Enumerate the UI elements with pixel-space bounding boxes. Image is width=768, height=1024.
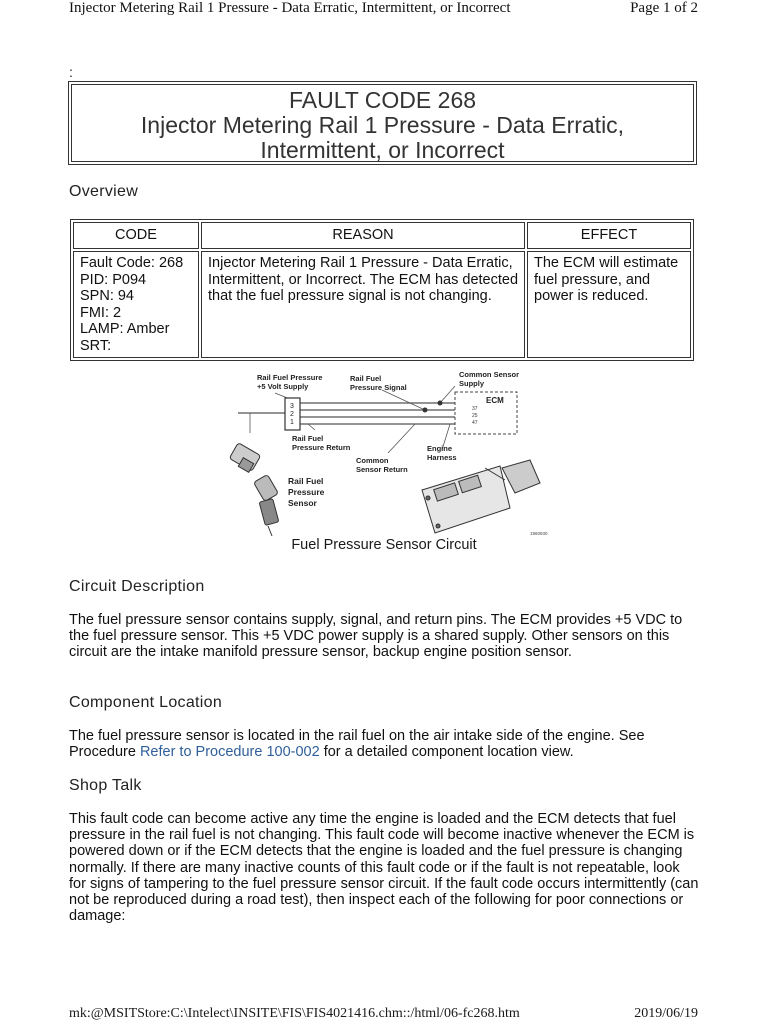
table-header-row [73,222,691,249]
label-rail-return-2: Pressure Return [292,443,351,452]
label-common-supply: Common Sensor [459,370,520,379]
fault-table [70,219,694,361]
procedure-link[interactable]: Refer to Procedure 100-002 [139,744,320,761]
code-line: Fault Code: 268 [80,255,184,271]
colon-marker: : [69,64,73,80]
reason-cell: Injector Metering Rail 1 Pressure - Data Erratic, Intermittent, or Incorrect. The ECM has detected that the fuel pressure signal is not changing. [201,251,525,358]
label-engine-harness: Engine [427,444,453,453]
footer-date: 2019/06/19 [634,1006,698,1021]
overview-heading: Overview [69,183,139,200]
label-sensor-2: Pressure [288,487,325,497]
circuit-description-heading: Circuit Description [69,578,205,595]
code-cell [73,251,199,358]
figure-id: 1960930 [530,531,548,536]
table-row [73,251,691,358]
ecm-pin-37: 37 [472,406,478,412]
connector-pin-2: 2 [290,411,294,418]
effect-cell: The ECM will estimate fuel pressure, and power is reduced. [527,251,691,358]
page-header-title: Injector Metering Rail 1 Pressure - Data Erratic, Intermittent, or Incorrect [69,0,511,16]
col-header-code: CODE [73,222,199,249]
ecm-label: ECM [486,396,504,405]
circuit-description-text: The fuel pressure sensor contains supply, signal, and return pins. The ECM provides +5 VDC to the fuel pressure sensor. This +5 VDC power supply is a shared supply. Other sensors on this circuit are the intake manifold pressure sensor, backup engine position sensor. [69,612,683,661]
code-line: PID: P094 [80,271,147,288]
fault-description-line1: Injector Metering Rail 1 Pressure - Data Erratic, [140,112,625,138]
component-text-after: for a detailed component location view. [319,744,574,761]
label-sensor-3: Sensor [288,498,317,508]
shop-talk-heading: Shop Talk [69,777,142,794]
pressure-sensor-icon [229,443,279,536]
label-engine-harness-2: Harness [427,453,457,462]
page-number: Page 1 of 2 [630,0,698,16]
footer-file-path: mk:@MSITStore:C:\Intelect\INSITE\FIS\FIS4021416.chm::/html/06-fc268.htm [69,1006,520,1021]
component-text-before: The fuel pressure sensor is located in the rail fuel on the air intake side of the engine. See Procedure [69,728,645,761]
label-rail-return: Rail Fuel [292,434,324,443]
label-common-return-2: Sensor Return [356,465,408,474]
ecm-pin-47: 47 [472,420,478,426]
fault-title-box [71,84,694,162]
code-line: SRT: [80,337,112,354]
figure-caption: Fuel Pressure Sensor Circuit [291,537,477,553]
label-common-supply-2: Supply [459,379,485,388]
label-rail-signal: Rail Fuel [350,374,382,383]
ecm-module-icon [422,460,540,533]
connector-pin-1: 1 [290,419,294,426]
label-rail-signal-2: Pressure Signal [350,383,407,392]
col-header-reason: REASON [201,222,525,249]
fault-code-title: FAULT CODE 268 [288,87,477,113]
connector-pin-3: 3 [290,403,294,410]
code-line: FMI: 2 [80,304,122,321]
label-rail-supply: Rail Fuel Pressure [257,373,323,382]
ecm-pin-25: 25 [472,413,478,419]
component-location-text [69,728,699,760]
code-line: SPN: 94 [80,288,134,304]
component-location-heading: Component Location [69,694,223,711]
shop-talk-text: This fault code can become active any time the engine is loaded and the ECM detects that fuel pressure in the rail fuel is not changing. This fault code will become inactive whenever the ECM is powered down or if the ECM detects that the engine is loaded and the fuel pressure is changing normally. If there are many inactive counts of this fault code or if the fault is not repeatable, look for signs of tampering to the fuel pressure sensor circuit. If the fault code occurs intermittently (can not be reproduced during a road test), then inspect each of the following for poor connections or damage: [69,811,699,925]
code-line: LAMP: Amber [80,321,170,337]
splice-point-icon [423,408,428,413]
label-sensor: Rail Fuel [288,476,324,486]
label-rail-supply-volt: +5 Volt Supply [257,382,309,391]
col-header-effect: EFFECT [527,222,691,249]
fault-description-line2: Intermittent, or Incorrect [260,137,505,163]
fuel-pressure-circuit-diagram [210,368,550,540]
splice-point-icon [438,401,443,406]
label-common-return: Common [356,456,389,465]
